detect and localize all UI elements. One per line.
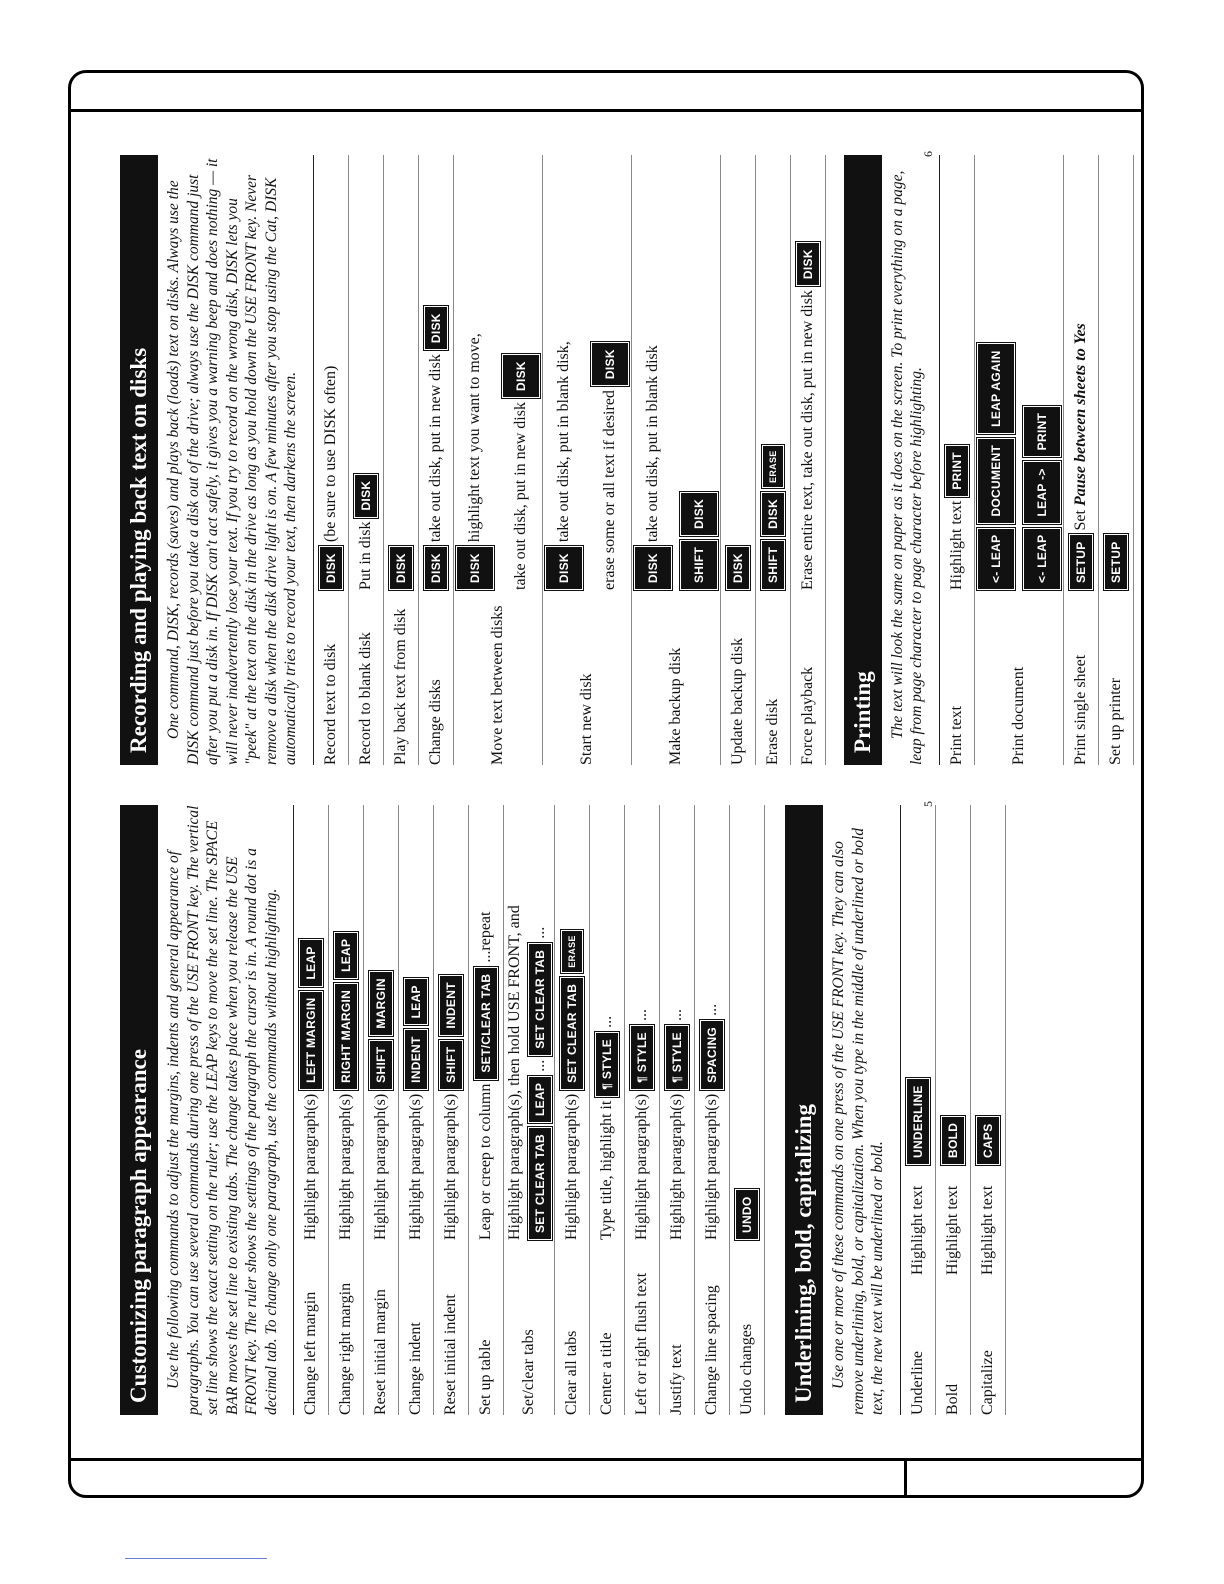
command-label: Record to blank disk [356,632,374,765]
frame-divider [904,1458,907,1498]
action-pre: Put in disk [356,521,374,590]
command-label: Print single sheet [1071,654,1089,765]
command-action [506,805,552,1240]
command-action [456,155,540,590]
command-label: Print document [1009,666,1027,765]
command-row [399,805,434,1415]
ellipsis: ... [531,1059,548,1072]
command-action [977,155,1061,590]
command-row [419,155,454,765]
command-row [625,805,660,1415]
key--style: ¶ STYLE [630,1025,654,1090]
action-text: Highlight text [978,1185,996,1275]
action-suffix: ... [598,1015,615,1028]
command-label: Left or right flush text [633,1272,650,1415]
command-label: Force playback [798,666,816,765]
key-erase: ERASE [762,445,784,488]
key-disk: DISK [726,546,750,590]
key-disk: DISK [456,546,494,590]
command-row [364,805,399,1415]
command-label: Clear all tabs [563,1330,580,1415]
key--leap: <- LEAP [977,528,1015,590]
command-row [469,805,504,1415]
command-row [695,805,730,1415]
section-intro: Use the following commands to adjust the margins, indents and general appearance of paragraphs. You can use several commands during one press of the USE FRONT key. The vertical set line shows the exact setting on the ruler; use the LEAP keys to move the set line. The SPACE BAR moves the set line to existing tabs. The change takes place when you release the USE FRONT key. The ruler shows the settings of the paragraph the cursor is in. A round dot is a decimal tab. To change only one paragraph, use the commands without highlighting. [165,805,280,1415]
command-label: Change disks [426,679,444,765]
action-text: (be sure to use DISK often) [321,365,339,543]
command-action [630,805,654,1240]
command-row [721,155,756,765]
command-action [354,155,378,590]
command-label: Undo changes [738,1323,755,1415]
key-leap-again: LEAP AGAIN [977,343,1015,433]
command-action [389,155,413,590]
command-label: Record text to disk [321,643,339,765]
frame-bottom-rule [68,1458,1144,1461]
footer-link-line [125,1558,267,1559]
action-text: highlight text you want to move, [465,333,483,543]
command-row [349,155,384,765]
command-action [595,805,619,1240]
section-intro-disks: One command, DISK, records (saves) and plays back (loads) text on disks. Always use the DISK command just before you take a disk out of the drive; always use the DISK command just after you put a disk in. If DISK can't act safely, it gives you a warning beep and does nothing — it will never inadvertently lose your text. If you try to record on the wrong disk, DISK lets you "peek" at the text on the disk in the drive as long as you hold down the USE FRONT key. Never remove a disk when the disk drive light is on. A few minutes after you stop using the Cat, DISK automatically tries to record your text, then darkens the screen. [165,158,299,765]
command-action [1104,155,1128,590]
action-text: Leap or creep to column [477,1083,494,1240]
action-text: take out disk, put in new disk [511,402,529,590]
key-margin: MARGIN [369,971,393,1035]
command-label: Print text [947,705,965,765]
action-text: Highlight paragraph(s) [407,1093,424,1240]
key-left-margin: LEFT MARGIN [299,991,323,1090]
command-action [404,805,428,1240]
page-5 [120,795,996,1425]
command-label: Change indent [407,1322,424,1415]
command-action [334,805,358,1240]
section-heading-paragraph: Customizing paragraph appearance [120,805,158,1415]
command-label: Justify text [668,1344,685,1415]
command-label: Move text between disks [488,605,506,765]
command-action [796,155,820,590]
command-row [660,805,695,1415]
command-row [434,805,469,1415]
action-text: Erase entire text, take out disk, put in new disk [798,290,816,590]
action-suffix: ... [633,1009,650,1022]
action-text: Highlight paragraph(s) [633,1093,650,1240]
command-action [761,155,785,590]
key-leap: LEAP [528,1076,552,1123]
command-row [756,155,791,765]
command-label: Reset initial indent [442,1294,459,1415]
page-6 [120,145,1124,775]
key-disk: DISK [761,492,785,536]
command-action [439,805,463,1240]
key-disk: DISK [424,546,448,590]
key-print: PRINT [945,445,969,497]
key-bold: BOLD [941,1116,965,1165]
key-set-clear-tab: SET CLEAR TAB [560,977,584,1090]
key-leap: LEAP [299,939,323,986]
command-row [791,155,826,765]
action-suffix: ... [703,1003,720,1016]
key-indent: INDENT [439,975,463,1035]
action-bold: Pause between sheets to Yes [1071,323,1089,507]
key-shift: SHIFT [761,540,785,590]
command-table-underline [900,805,1006,1415]
command-action [1069,155,1093,590]
command-label: Play back text from disk [391,608,409,765]
key-set-clear-tab: SET/CLEAR TAB [474,967,498,1080]
command-label: Bold [943,1383,961,1415]
key-shift: SHIFT [680,540,718,590]
action-text: Highlight paragraph(s) [563,1093,580,1240]
command-label: Center a title [598,1332,615,1415]
key-shift: SHIFT [439,1040,463,1090]
command-action [665,805,689,1240]
key-erase: ERASE [561,930,583,973]
key-setup: SETUP [1104,534,1128,590]
command-label: Erase disk [763,698,781,765]
key-setup: SETUP [1069,534,1093,590]
command-table-paragraph [293,805,765,1415]
command-action [735,805,759,1240]
command-action [545,155,629,590]
command-action [299,805,323,1240]
command-row [314,155,349,765]
command-label: Make backup disk [666,647,684,765]
command-label: Set up printer [1106,677,1124,765]
page-number: 6 [921,151,935,157]
action-text: Highlight paragraph(s) [302,1093,319,1240]
action-text: Set [1071,510,1089,531]
command-action [906,805,930,1165]
command-row [901,805,936,1415]
command-table-printing [939,155,1134,765]
command-row [329,805,364,1415]
section-intro-printing: The text will look the same on paper as it does on the screen. To print everything on a page, leap from page character to page character before highlighting. [888,170,925,765]
key-print: PRINT [1023,406,1061,458]
command-action [634,155,718,590]
command-row [1099,155,1134,765]
key-disk: DISK [545,546,583,590]
action-text: Highlight paragraph(s) [372,1093,389,1240]
action-text: take out disk, put in new disk [426,354,444,543]
key-disk: DISK [389,546,413,590]
page-number: 5 [921,801,935,807]
key--style: ¶ STYLE [595,1032,619,1097]
key-disk: DISK [680,492,718,536]
key-disk: DISK [796,242,820,286]
key-right-margin: RIGHT MARGIN [334,983,358,1090]
command-label: Change line spacing [703,1285,720,1415]
key-leap: LEAP [334,932,358,979]
key-set-clear-tab: SET CLEAR TAB [528,943,552,1056]
command-row [294,805,329,1415]
command-action [369,805,393,1240]
action-text: Highlight paragraph(s) [337,1093,354,1240]
command-action [941,805,965,1165]
action-pre: Highlight text [947,500,965,590]
command-row [940,155,975,765]
command-row [454,155,543,765]
command-label: Capitalize [978,1350,996,1415]
frame-top-rule [68,109,1144,112]
command-action [976,805,1000,1165]
section-intro-underline: Use one or more of these commands on one press of the USE FRONT key. They can also remove underlining, bold, or capitalization. When you type in the middle of underlined or bold text, the new text will be underlined or bold. [830,827,886,1415]
command-row [504,805,555,1415]
command-row [384,155,419,765]
key-document: DOCUMENT [977,438,1015,524]
command-label: Reset initial margin [372,1289,389,1415]
action-text: Highlight paragraph(s), then hold USE FRONT, and [506,905,523,1240]
command-label: Update backup disk [728,637,746,765]
section-heading-printing: Printing [844,155,882,765]
key-disk: DISK [634,546,672,590]
key-shift: SHIFT [369,1040,393,1090]
command-label: Change left margin [302,1291,319,1415]
ellipsis: ... [531,926,548,939]
key-disk: DISK [591,342,629,386]
command-action [945,155,969,590]
command-action [474,805,498,1240]
command-action [700,805,724,1240]
section-heading-underline: Underlining, bold, capitalizing [785,805,823,1415]
command-label: Set/clear tabs [520,1329,537,1415]
command-action [726,155,750,590]
action-text: Highlight text [908,1185,926,1275]
key-undo: UNDO [735,1189,759,1240]
command-table-disks [313,155,826,765]
command-row [971,805,1006,1415]
key-leap: LEAP [404,978,428,1025]
key-indent: INDENT [404,1029,428,1089]
rotated-spread [120,135,1124,1425]
command-row [555,805,590,1415]
command-label: Start new disk [577,673,595,765]
section-heading-disks: Recording and playing back text on disks [120,155,158,765]
command-row [543,155,632,765]
key-underline: UNDERLINE [906,1078,930,1165]
key--leap: <- LEAP [1023,528,1061,590]
key--style: ¶ STYLE [665,1025,689,1090]
action-text: Type title, highlight it [598,1100,615,1240]
command-row [936,805,971,1415]
command-label: Set up table [477,1339,494,1415]
action-text: Highlight paragraph(s) [668,1093,685,1240]
key-spacing: SPACING [700,1020,724,1090]
key-leap-: LEAP -> [1023,461,1061,523]
action-suffix: ...repeat [477,911,494,963]
key-set-clear-tab: SET CLEAR TAB [528,1127,552,1240]
command-row [632,155,721,765]
command-label: Change right margin [337,1282,354,1415]
command-action [560,805,584,1240]
command-action [424,155,448,590]
command-row [590,805,625,1415]
key-caps: CAPS [976,1116,1000,1165]
action-text: Highlight text [943,1185,961,1275]
action-text: Highlight paragraph(s) [442,1093,459,1240]
action-text: Highlight paragraph(s) [703,1093,720,1240]
command-row [730,805,765,1415]
key-disk: DISK [354,474,378,518]
action-text: take out disk, put in blank disk, [554,341,572,543]
command-row [1064,155,1099,765]
action-text: erase some or all text if desired [600,390,618,590]
command-label: Underline [908,1351,926,1415]
action-suffix: ... [668,1009,685,1022]
command-action [319,155,343,590]
action-text: take out disk, put in blank disk [643,345,661,543]
key-disk: DISK [424,306,448,350]
key-disk: DISK [502,354,540,398]
key-disk: DISK [319,546,343,590]
command-row [975,155,1064,765]
